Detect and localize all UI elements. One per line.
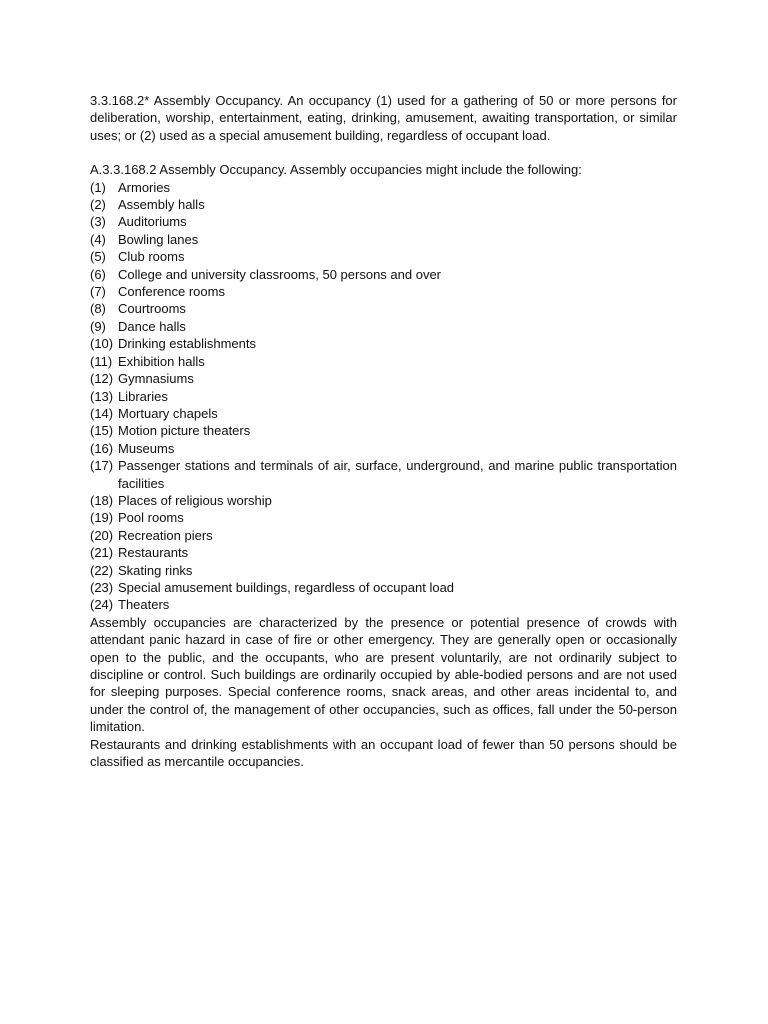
list-item-number: (6) [90, 266, 106, 282]
list-item [90, 509, 677, 526]
list-item [90, 579, 677, 596]
list-item-text: Bowling lanes [118, 231, 199, 247]
list-item-number: (12) [90, 371, 114, 387]
list-item [90, 440, 677, 457]
list-item-number: (16) [90, 440, 114, 456]
list-item-text: Conference rooms [118, 284, 225, 300]
list-item [90, 370, 677, 387]
list-item [90, 544, 677, 561]
list-item [90, 335, 677, 352]
list-item-number: (10) [90, 336, 114, 352]
list-item-text: Restaurants [118, 545, 189, 561]
list-item-text: Mortuary chapels [118, 405, 218, 421]
list-item-number: (14) [90, 405, 114, 421]
list-item [90, 353, 677, 370]
list-item [90, 457, 677, 492]
list-item-text: Special amusement buildings, regardless of occupant load [118, 579, 455, 595]
list-item-text: Drinking establishments [118, 336, 257, 352]
list-item-number: (24) [90, 597, 114, 613]
list-item-number: (8) [90, 301, 106, 317]
list-item [90, 388, 677, 405]
list-item-text: Places of religious worship [118, 492, 272, 508]
definition-paragraph: 3.3.168.2* Assembly Occupancy. An occupancy (1) used for a gathering of 50 or more persons for deliberation, worship, entertainment, eating, drinking, amusement, awaiting transportation, or similar uses; or (2) used as a special amusement building, regardless of occupant load. [90, 93, 677, 143]
list-item [90, 266, 677, 283]
list-item-number: (17) [90, 458, 114, 474]
list-item-number: (15) [90, 423, 114, 439]
list-item [90, 596, 677, 613]
annex-intro: A.3.3.168.2 Assembly Occupancy. Assembly occupancies might include the following: [90, 162, 582, 178]
list-item-number: (13) [90, 388, 114, 404]
annex-paragraph-restaurants: Restaurants and drinking establishments with an occupant load of fewer than 50 persons should be classified as mercantile occupancies. [90, 736, 677, 770]
list-item-number: (21) [90, 545, 114, 561]
list-item-number: (3) [90, 214, 106, 230]
list-item-text: Armories [118, 179, 171, 195]
list-item-text: Libraries [118, 388, 168, 404]
list-item-number: (18) [90, 492, 114, 508]
list-item-number: (4) [90, 231, 106, 247]
list-item-number: (20) [90, 527, 114, 543]
list-item [90, 422, 677, 439]
list-item [90, 231, 677, 248]
list-item [90, 179, 677, 196]
list-item [90, 527, 677, 544]
list-item [90, 300, 677, 317]
list-item [90, 405, 677, 422]
list-item-text: Pool rooms [118, 510, 184, 526]
list-item-number: (23) [90, 579, 114, 595]
list-item-number: (19) [90, 510, 114, 526]
list-item-text: College and university classrooms, 50 persons and over [118, 266, 442, 282]
list-item [90, 196, 677, 213]
list-item-number: (9) [90, 318, 106, 334]
list-item-text: Courtrooms [118, 301, 186, 317]
list-item-number: (2) [90, 197, 106, 213]
list-item-number: (22) [90, 562, 114, 578]
list-item-text: Assembly halls [118, 197, 205, 213]
annex-paragraph-characteristics: Assembly occupancies are characterized by the presence or potential presence of crowds with attendant panic hazard in case of fire or other emergency. They are generally open or occasionally open to the public, and the occupants, who are present voluntarily, are not ordinarily subject to discipline or control. Such buildings are ordinarily occupied by able-bodied persons and are not used for sleeping purposes. Special conference rooms, snack areas, and other areas incidental to, and under the control of, the management of other occupancies, such as offices, fall under the 50-person limitation. [90, 614, 677, 735]
list-item-number: (1) [90, 179, 106, 195]
list-item-text: Recreation piers [118, 527, 213, 543]
list-item [90, 213, 677, 230]
list-item-text: Auditoriums [118, 214, 187, 230]
list-item [90, 562, 677, 579]
list-item-text: Theaters [118, 597, 170, 613]
list-item [90, 283, 677, 300]
list-item-text: Dance halls [118, 318, 186, 334]
list-item-text: Museums [118, 440, 175, 456]
occupancy-list [90, 179, 677, 614]
list-item-number: (11) [90, 353, 113, 369]
list-item-text: Gymnasiums [118, 371, 194, 387]
list-item-text: Skating rinks [118, 562, 193, 578]
list-item-text: Exhibition halls [118, 353, 205, 369]
list-item [90, 318, 677, 335]
list-item-number: (7) [90, 284, 106, 300]
list-item-text: Passenger stations and terminals of air, surface, underground, and marine public transportation facilities [118, 458, 677, 491]
list-item-text: Motion picture theaters [118, 423, 251, 439]
list-item-number: (5) [90, 249, 106, 265]
paragraph-spacer [90, 144, 677, 161]
list-item [90, 248, 677, 265]
document-page [90, 92, 677, 770]
list-item [90, 492, 677, 509]
list-item-text: Club rooms [118, 249, 185, 265]
